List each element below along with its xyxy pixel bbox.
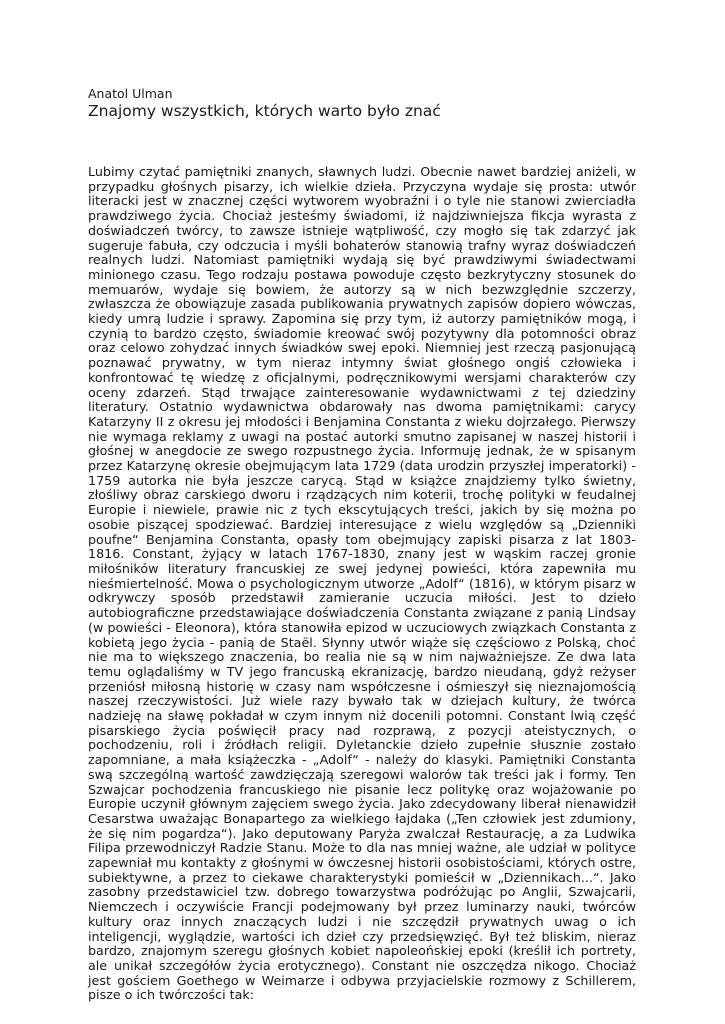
author-name: Anatol Ulman — [88, 86, 173, 101]
article-title: Znajomy wszystkich, których warto było znać — [88, 102, 441, 120]
article-body: Lubimy czytać pamiętniki znanych, sławnych ludzi. Obecnie nawet bardziej aniżeli, w przypadku głośnych pisarzy, ich wielkie dzieła. Przyczyna wydaje się prosta: utwór literacki jest w znacznej części wytworem wyobraźni i o tyle nie stanowi zwierciadła prawdziwego życia. Chociaż jesteśmy świadomi, iż najdziwniejsza fikcja wyrasta z doświadczeń twórcy, to zawsze istnieje wątpliwość, czy mogło się tak zdarzyć jak sugeruje fabuła, czy odczucia i myśli bohaterów stanowią trafny wyraz doświadczeń realnych ludzi. Natomiast pamiętniki wydają się być prawdziwymi świadectwami minionego czasu. Tego rodzaju postawa powoduje często bezkrytyczny stosunek do memuarów, wydaje się bowiem, że autorzy są w nich bezwzględnie szczerzy, zwłaszcza że obowiązuje zasada publikowania prywatnych zapisów dopiero wówczas, kiedy umrą ludzie i sprawy. Zapomina się przy tym, iż autorzy pamiętników mogą, i czynią to bardzo często, świadomie kreować swój pozytywny dla potomności obraz oraz celowo zohydzać innych świadków swej epoki. Niemniej jest rzeczą pasjonującą poznawać prywatny, w tym nieraz intymny świat głośnego ongiś człowieka i konfrontować tę wiedzę z oficjalnymi, podręcznikowymi wersjami charakterów czy oceny zdarzeń. Stąd trwające zainteresowanie wydawnictwami z tej dziedziny literatury. Ostatnio wydawnictwa obdarowały nas dwoma pamiętnikami: carycy Katarzyny II z okresu jej młodości i Benjamina Constanta z wieku dojrzałego. Pierwszy nie wymaga reklamy z uwagi na postać autorki smutno zapisanej w naszej historii i głośnej w anegdocie ze swego rozpustnego życia. Informuję jednak, że w spisanym przez Katarzynę okresie obejmującym lata 1729 (data urodzin przyszłej imperatorki) - 1759 autorka nie była jeszcze carycą. Stąd w książce znajdziemy tylko świetny, złośliwy obraz carskiego dworu i rządzących nim koterii, trochę polityki w feudalnej Europie i niewiele, prawie nic z tych ekscytujących treści, jakich by się można po osobie piszącej spodziewać. Bardziej interesujące z wielu względów są „Dzienniki poufne“ Benjamina Constanta, opasły tom obejmujący zapiski pisarza z lat 1803-1816. Constant, żyjący w latach 1767-1830, znany jest w wąskim raczej gronie miłośników literatury francuskiej ze swej jedynej powieści, która zapewniła mu nieśmiertelność. Mowa o psychologicznym utworze „Adolf“ (1816), w którym pisarz w odkrywczy sposób przedstawił zamieranie uczucia miłości. Jest to dzieło autobiograficzne przedstawiające doświadczenia Constanta związane z panią Lindsay (w powieści - Eleonora), która stanowiła epizod w uczuciowych związkach Constanta z kobietą jego życia - panią de Staël. Słynny utwór wiąże się częściowo z Polską, choć nie ma to większego znaczenia, bo realia nie są w nim najważniejsze. Ze dwa lata temu oglądaliśmy w TV jego francuską ekranizację, bardzo nieudaną, gdyż reżyser przeniósł miłosną historię w czasy nam współczesne i ośmieszył się nieznajomością naszej rzeczywistości. Już wiele razy bywało tak w dziejach kultury, że twórca nadzieję na sławę pokładał w czym innym niż docenili potomni. Constant lwią część pisarskiego życia poświęcił pracy nad rozprawą, z pozycji ateistycznych, o pochodzeniu, roli i źródłach religii. Dyletanckie dzieło zupełnie słusznie zostało zapomniane, a mała książeczka - „Adolf“ - należy do klasyki. Pamiętniki Constanta swą szczególną wartość zawdzięczają szeregowi walorów tak treści jak i formy. Ten Szwajcar pochodzenia francuskiego nie pisanie lecz politykę oraz wojażowanie po Europie uczynił głównym zajęciem swego życia. Jako zdecydowany liberał nienawidził Cesarstwa uważając Bonapartego za wielkiego łajdaka („Ten człowiek jest zdumiony, że się nim pogardza“). Jako deputowany Paryża zwalczał Restaurację, a za Ludwika Filipa przewodniczył Radzie Stanu. Może to dla nas mniej ważne, ale udział w polityce zapewniał mu kontakty z głośnymi w ówczesnej historii osobistościami, których ostre, subiektywne, a przez to ciekawe charakterystyki pomieścił w „Dziennikach...“. Jako zasobny przedstawiciel tzw. dobrego towarzystwa podróżując po Anglii, Szwajcarii, Niemczech i oczywiście Francji podejmowany był przez luminarzy nauki, twórców kultury oraz innych znaczących ludzi i nie szczędził prywatnych uwag o ich inteligencji, wyglądzie, wartości ich dzieł czy przedsięwzięć. Był też bliskim, nieraz bardzo, znajomym szeregu głośnych kobiet napoleońskiej epoki (kreślił ich portrety, ale unikał szczegółów życia erotycznego). Constant nie oszczędza nikogo. Chociaż jest gościem Goethego w Weimarze i odbywa przyjacielskie rozmowy z Schillerem, pisze o ich twórczości tak: — [88, 164, 636, 1003]
document-page — [88, 86, 636, 1003]
